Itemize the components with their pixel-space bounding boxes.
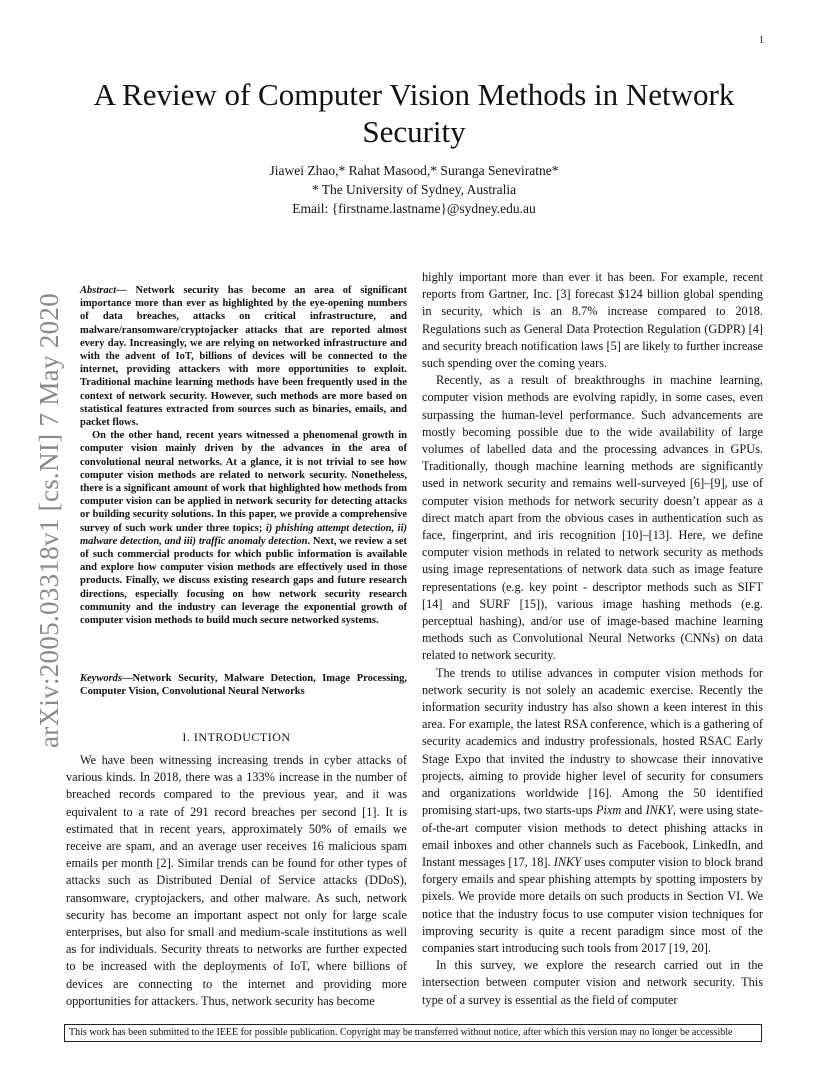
product-inky-2: INKY xyxy=(553,854,582,869)
intro-paragraph-3 xyxy=(422,665,763,957)
abstract-text-1: Network security has become an area of significant importance more than ever as highlighted by the eye-opening numbers of data breaches, attacks on critical infrastructure, and malware/ransomware/cryptojacker attacks that are reported almost every day. Increasingly, we are relying on networked infrastructure and with the advent of IoT, billions of devices will be connected to the internet, providing attackers with more opportunities to exploit. Traditional machine learning methods have been frequently used in the context of network security. However, such methods are more based on statistical features extracted from sources such as binaries, emails, and packet flows. xyxy=(80,285,407,429)
keywords-text: —Network Security, Malware Detection, Image Processing, Computer Vision, Convolutional Neural Networks xyxy=(80,673,407,698)
paper-title: A Review of Computer Vision Methods in Network Security xyxy=(93,77,735,149)
abstract-label: Abstract— xyxy=(80,285,127,296)
right-column-body xyxy=(422,269,763,1009)
copyright-footnote: This work has been submitted to the IEEE for possible publication. Copyright may be transferred without notice, after which this version may no longer be accessible xyxy=(64,1024,762,1042)
abstract xyxy=(80,284,407,627)
intro-p3-text-a: The trends to utilise advances in computer vision methods for network security is not solely an academic exercise. Recently the information security industry has also shown a keen interest in this area. For example, the latest RSA conference, which is a gathering of security academics and industry professionals, hosted RSAC Early Stage Expo that invited the industry to showcase their innovative projects, aiming to provide higher level of security for consumers and organizations worldwide [16]. Among the 50 identified promising start-ups, two starts-ups xyxy=(422,665,763,818)
arxiv-id-label: arXiv:2005.03318v1 [cs.NI] 7 May 2020 xyxy=(34,292,65,748)
intro-paragraph-4: In this survey, we explore the research carried out in the intersection between computer vision and network security. This type of a survey is essential as the field of computer xyxy=(422,958,763,1007)
abstract-paragraph-1 xyxy=(80,284,407,429)
intro-p3-text-b: , were using state-of-the-art computer vision methods to detect phishing attacks in email inboxes and other channels such as Facebook, LinkedIn, and Instant messages [17, 18]. xyxy=(422,803,763,869)
product-inky: INKY xyxy=(645,803,673,818)
arxiv-side-stamp xyxy=(20,290,80,750)
keywords xyxy=(80,672,407,698)
product-pixm: Pixm xyxy=(595,803,622,818)
intro-paragraph-2: Recently, as a result of breakthroughs in machine learning, computer vision methods are evolving rapidly, in some cases, even surpassing the human-level performance. Such advancements are mostly becoming possible due to the wide availability of large volumes of labelled data and the processing advances in GPUs. Traditionally, though machine learning methods are significantly used in network security and remains well-surveyed [6]–[9], use of computer vision methods for network security doesn’t appear as a direct match apart from the obvious cases in authentication such as face, fingerprint, and iris recognition [10]–[13]. Here, we define computer vision methods in related to network security as methods using image representations of network data such as image feature representations (e.g. key point - descriptor methods such as SIFT [14] and SURF [15]), various image hashing methods (e.g. perceptual hashing), and/or use of image-based machine learning methods such as Convolutional Neural Networks (CNNs) on data related to network security. xyxy=(422,373,763,663)
keywords-label: Keywords xyxy=(80,673,122,684)
author-block xyxy=(70,161,758,218)
intro-paragraph-continued: highly important more than ever it has been. For example, recent reports from Gartner, Inc. [3] forecast $124 billion global spending in security, which is an 8.7% increase compared to 2018. Regulations such as General Data Protection Regulation (GDPR) [4] and security breach notification laws [5] are likely to further increase such spending over the coming years. xyxy=(422,270,763,371)
abstract-text-2b: . Next, we review a set of such commercial products for which public information is available and explore how computer vision methods are effectively used in those products. Finally, we discuss existing research gaps and future research directions, especially focusing on how network security research community and the industry can leverage the exponential growth of computer vision methods to build much secure networked systems. xyxy=(80,535,407,627)
intro-p3-text-c: uses computer vision to block brand forgery emails and spear phishing attempts by spotting imposters by pixels. We provide more details on such products in Section VI. We notice that the industry focus to use computer vision techniques for improving security is quite a recent paradigm since most of the companies start introducing such tools from 2017 [19, 20]. xyxy=(422,854,763,955)
author-names: Jiawei Zhao,* Rahat Masood,* Suranga Seneviratne* xyxy=(269,163,559,178)
intro-p3-and: and xyxy=(621,803,646,818)
author-affiliation: * The University of Sydney, Australia xyxy=(311,182,517,197)
abstract-topics: i) phishing attempt detection, ii) malware detection, and iii) traffic anomaly detection xyxy=(80,522,408,547)
page-number: 1 xyxy=(759,35,764,46)
intro-paragraph-1: We have been witnessing increasing trends in cyber attacks of various kinds. In 2018, there was a 133% increase in the number of breached records compared to the previous year, and it was equivalent to a rate of 291 record breaches per second [1]. It is estimated that in recent years, approximately 50% of emails we receive are spam, and an average user receives 16 malicious spam emails per month [2]. Similar trends can be found for other types of attacks such as Distributed Denial of Service attacks (DDoS), ransomware, cryptojackers, and other malware. As such, network security has become an important aspect not only for large scale enterprises, but also for small and medium-scale institutions as well as for individuals. Security threats to networks are further expected to be increased with the deployments of IoT, where billions of devices are connecting to the internet and providing more opportunities for attackers. Thus, network security has become xyxy=(66,753,407,1008)
left-column-body xyxy=(66,752,407,1010)
abstract-paragraph-2 xyxy=(80,429,407,627)
author-email: Email: {firstname.lastname}@sydney.edu.au xyxy=(292,201,536,216)
abstract-text-2a: On the other hand, recent years witnessed a phenomenal growth in computer vision mainly driven by the advances in the area of convolutional neural networks. At a glance, it is not trivial to see how computer vision methods are related to network security. Nonetheless, there is a significant amount of work that highlighted how methods from computer vision can be applied in network security for detecting attacks or building security solutions. In this paper, we provide a comprehensive survey of such work under three topics; xyxy=(80,430,407,534)
section-heading-introduction: I. INTRODUCTION xyxy=(182,730,291,744)
